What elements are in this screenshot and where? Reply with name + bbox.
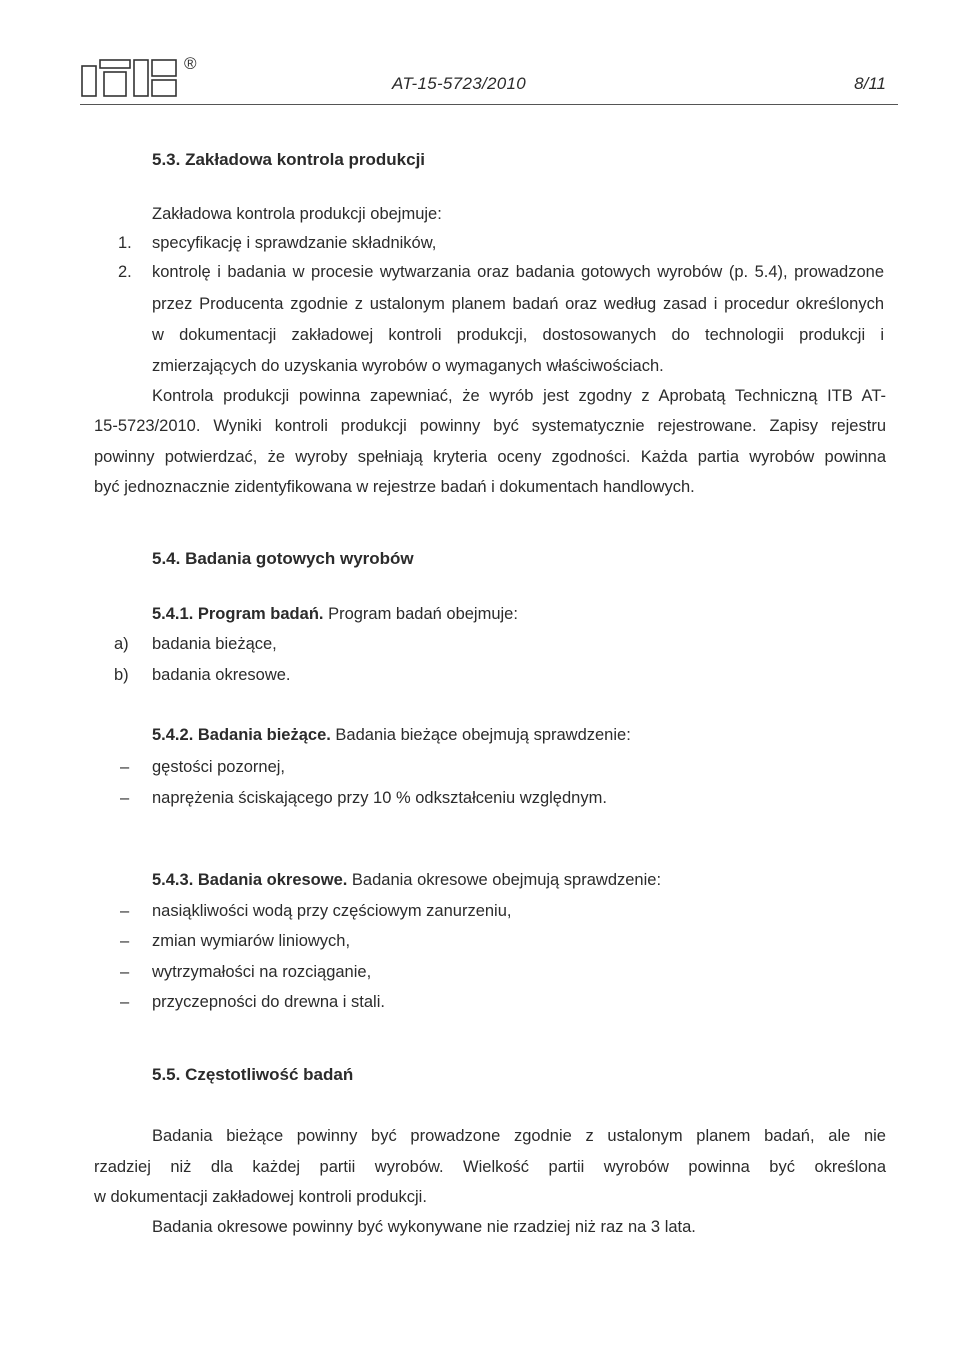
list-label-a: a): [114, 635, 129, 653]
list-label-b: b): [114, 666, 129, 684]
paragraph-line-3: powinny potwierdzać, że wyroby spełniają kryteria oceny zgodności. Każda partia wyrobów powinna: [94, 448, 886, 466]
section-5-3-intro: Zakładowa kontrola produkcji obejmuje:: [152, 205, 442, 223]
list-item: wytrzymałości na rozciąganie,: [152, 963, 372, 981]
list-number-1: 1.: [118, 234, 132, 252]
list-item: gęstości pozornej,: [152, 758, 285, 776]
paragraph-5-5-line-1: Badania bieżące powinny być prowadzone zgodnie z ustalonym planem badań, ale nie: [152, 1127, 886, 1145]
registered-mark: ®: [184, 54, 197, 73]
list-item-2-line-3: w dokumentacji zakładowej kontroli produkcji, dostosowanych do technologii produkcji i: [152, 326, 884, 344]
dash-bullet: –: [120, 902, 130, 920]
document-id: AT-15-5723/2010: [392, 74, 526, 93]
dash-bullet: –: [120, 963, 130, 981]
dash-bullet: –: [120, 932, 130, 950]
list-item: nasiąkliwości wodą przy częściowym zanurzeniu,: [152, 902, 512, 920]
list-item-a: badania bieżące,: [152, 635, 277, 653]
section-5-4-1-text: Program badań obejmuje:: [323, 605, 518, 623]
section-5-4-2-title: 5.4.2. Badania bieżące.: [152, 726, 331, 744]
list-item-1: specyfikację i sprawdzanie składników,: [152, 234, 437, 252]
section-5-4-3-text: Badania okresowe obejmują sprawdzenie:: [347, 871, 662, 889]
section-5-4-3-title: 5.4.3. Badania okresowe.: [152, 871, 348, 889]
dash-bullet: –: [120, 758, 130, 776]
section-5-3-heading: 5.3. Zakładowa kontrola produkcji: [152, 150, 426, 169]
list-item: przyczepności do drewna i stali.: [152, 993, 385, 1011]
section-5-4-2-line: [152, 725, 631, 745]
list-item-2-line-2: przez Producenta zgodnie z ustalonym planem badań oraz według zasad i procedur określonych: [152, 295, 884, 313]
header-divider: [80, 104, 898, 105]
paragraph-5-5-line-3: w dokumentacji zakładowej kontroli produkcji.: [94, 1188, 427, 1206]
list-number-2: 2.: [118, 263, 132, 281]
paragraph-line-4: być jednoznacznie zidentyfikowana w rejestrze badań i dokumentach handlowych.: [94, 478, 695, 496]
list-item: zmian wymiarów liniowych,: [152, 932, 351, 950]
section-5-4-2-text: Badania bieżące obejmują sprawdzenie:: [330, 726, 631, 744]
paragraph-5-5-line-2: rzadziej niż dla każdej partii wyrobów. Wielkość partii wyrobów powinna być określona: [94, 1158, 886, 1176]
dash-bullet: –: [120, 993, 130, 1011]
paragraph-5-5-second: Badania okresowe powinny być wykonywane nie rzadziej niż raz na 3 lata.: [152, 1218, 696, 1236]
page-number: 8/11: [854, 74, 886, 93]
section-5-5-heading: 5.5. Częstotliwość badań: [152, 1065, 354, 1084]
section-5-4-3-line: [152, 870, 661, 890]
paragraph-line-2: 15-5723/2010. Wyniki kontroli produkcji powinny być systematycznie rejestrowane. Zapisy rejestru: [94, 417, 886, 435]
section-5-4-1-line: [152, 604, 518, 624]
itb-logo-icon: [80, 58, 180, 98]
dash-bullet: –: [120, 789, 130, 807]
section-5-4-heading: 5.4. Badania gotowych wyrobów: [152, 549, 414, 568]
paragraph-line-1: Kontrola produkcji powinna zapewniać, że wyrób jest zgodny z Aprobatą Techniczną ITB AT-: [152, 387, 886, 405]
list-item-b: badania okresowe.: [152, 666, 291, 684]
list-item-2-line-1: kontrolę i badania w procesie wytwarzania oraz badania gotowych wyrobów (p. 5.4), prowadzone: [152, 263, 884, 281]
page-header: [80, 52, 898, 106]
list-item-2-line-4: zmierzających do uzyskania wyrobów o wymaganych właściwościach.: [152, 357, 664, 375]
list-item: naprężenia ściskającego przy 10 % odkształceniu względnym.: [152, 789, 607, 807]
section-5-4-1-title: 5.4.1. Program badań.: [152, 605, 324, 623]
